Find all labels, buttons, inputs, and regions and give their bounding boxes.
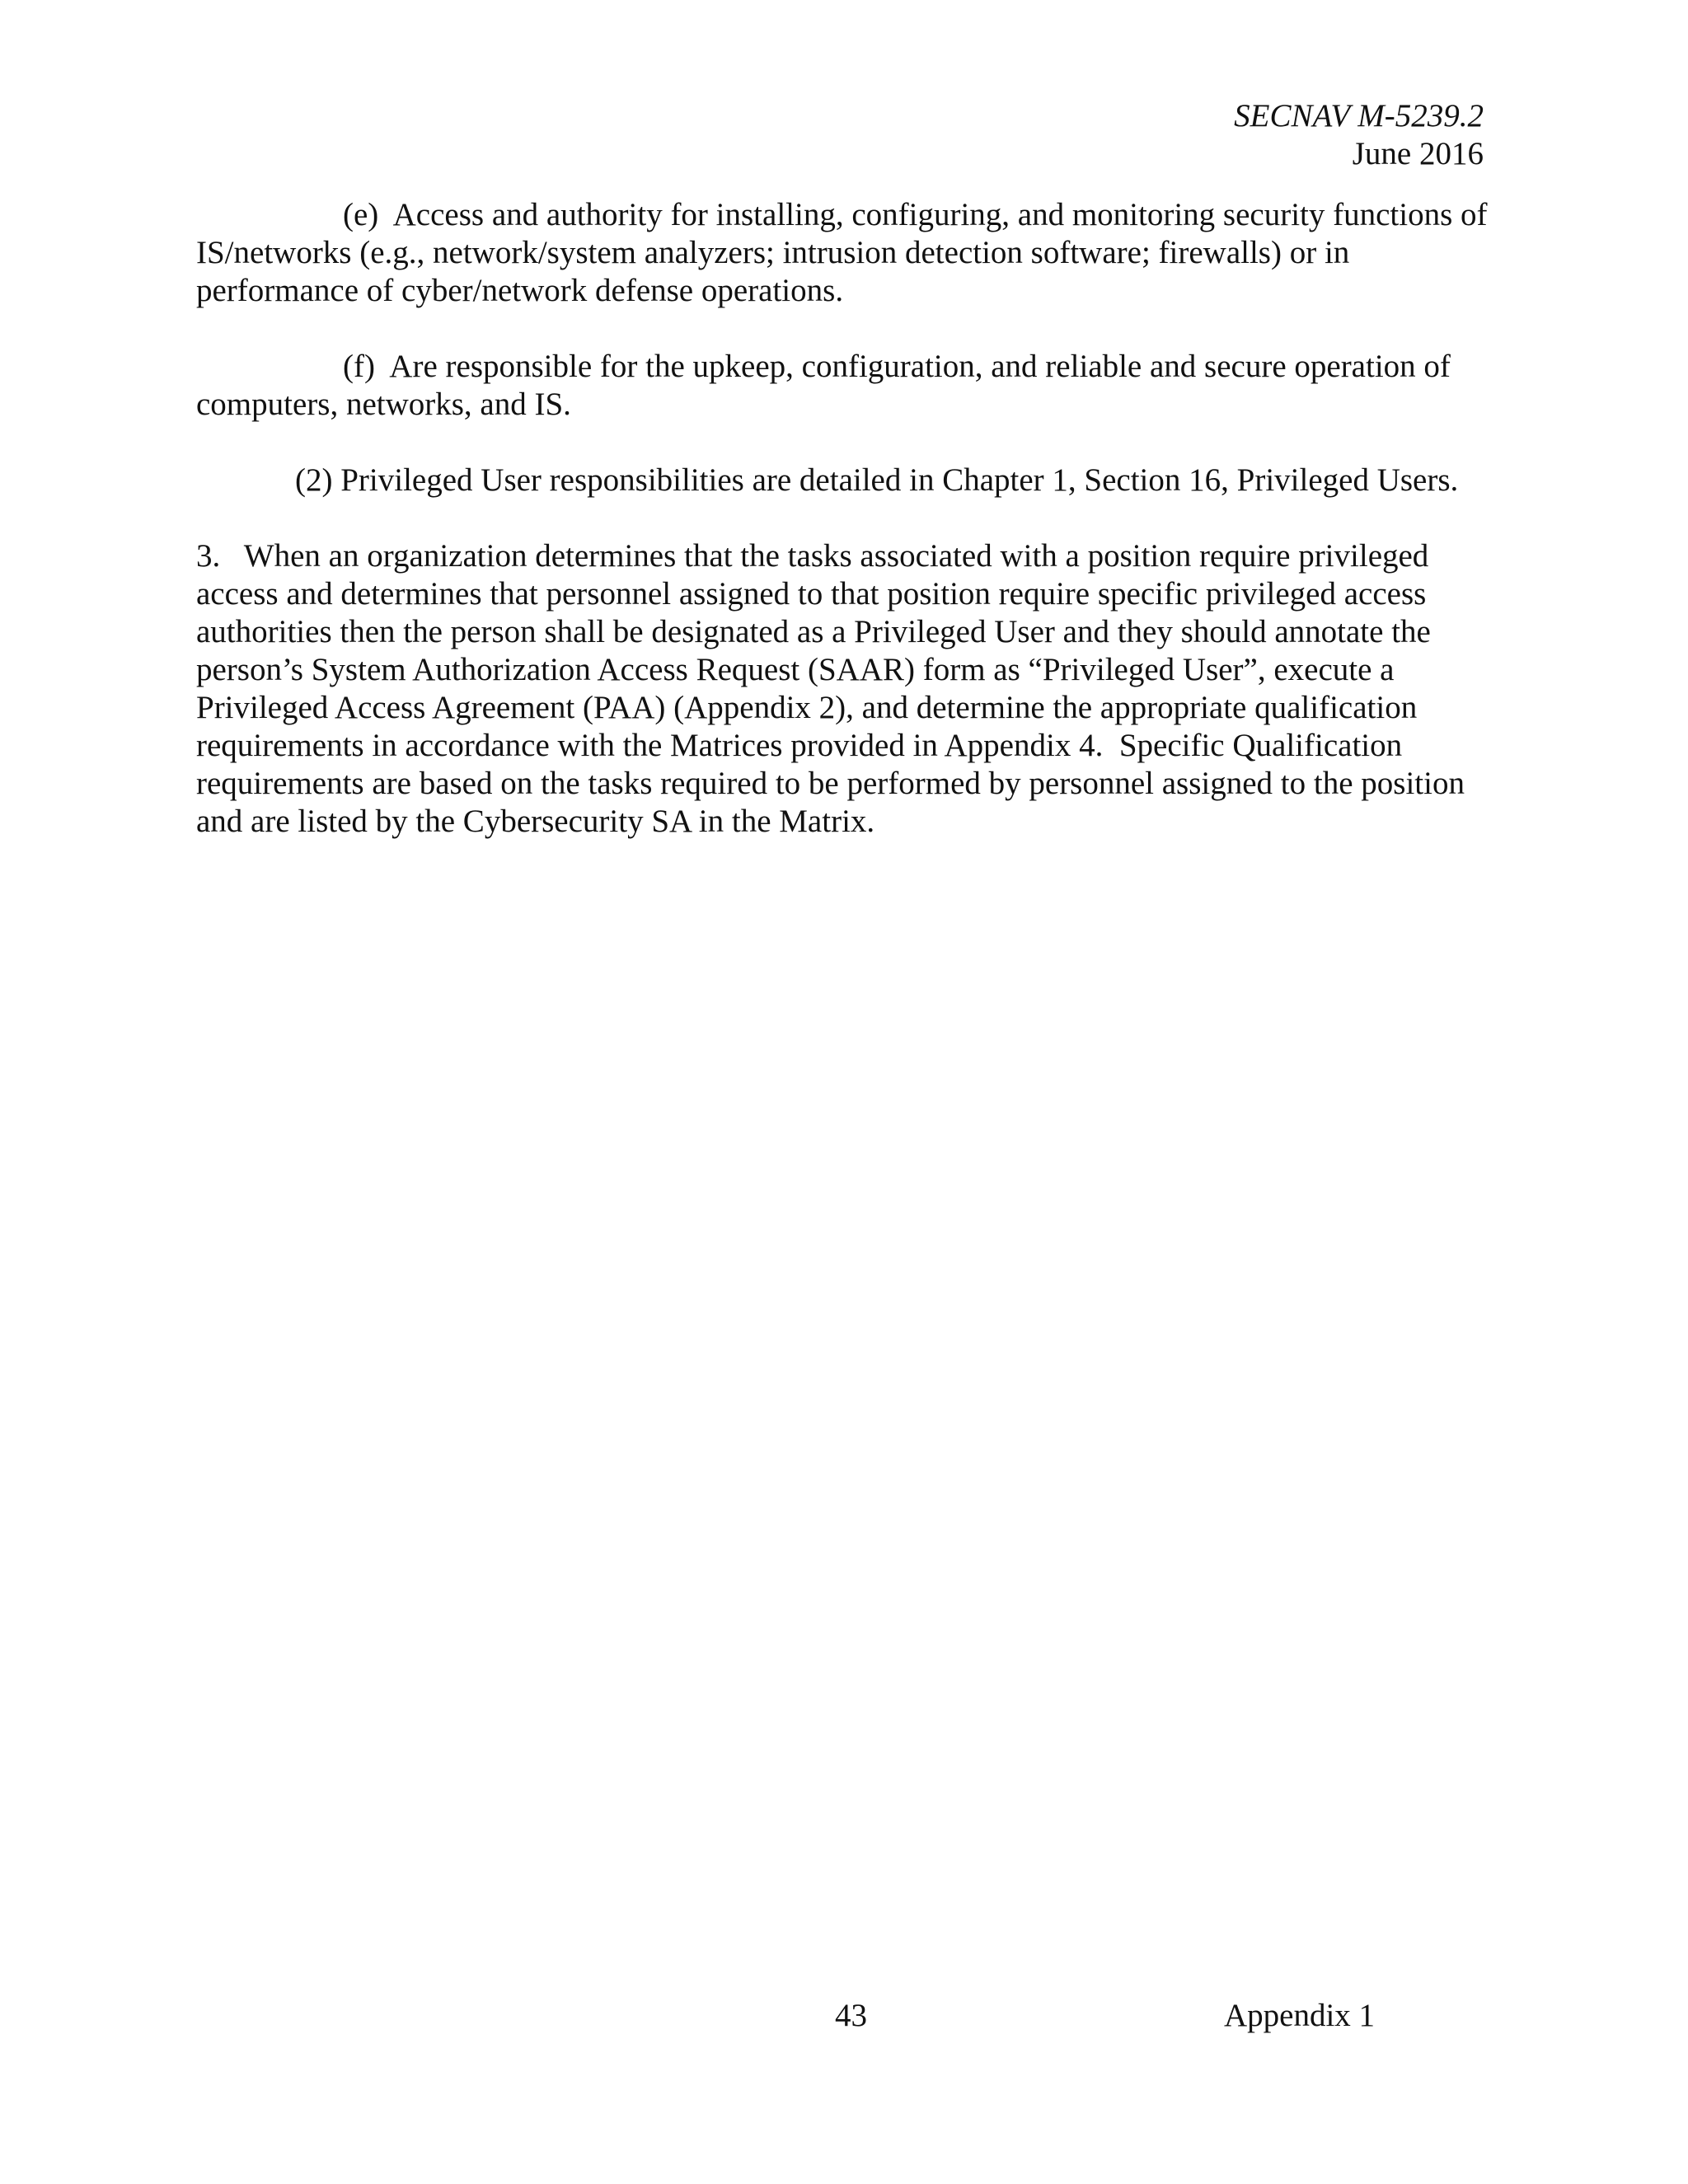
- paragraph-e: (e) Access and authority for installing, configuring, and monitoring security functions of IS/networks (e.g., network/system analyzers; intrusion detection software; firewalls) or in performance of cyber/network defense operations.: [196, 197, 1496, 308]
- paragraph-f: (f) Are responsible for the upkeep, configuration, and reliable and secure operation of computers, networks, and IS.: [196, 349, 1459, 422]
- paragraph-2: (2) Privileged User responsibilities are detailed in Chapter 1, Section 16, Privileged Users.: [295, 462, 1459, 498]
- paragraph-3: 3. When an organization determines that the tasks associated with a position require privileged access and determines that personnel assigned to that position require specific privileged access authorities then the person shall be designated as a Privileged User and they should annotate the person’s System Authorization Access Request (SAAR) form as “Privileged User”, execute a Privileged Access Agreement (PAA) (Appendix 2), and determine the appropriate qualification requirements in accordance with the Matrices provided in Appendix 4. Specific Qualification requirements are based on the tasks required to be performed by personnel assigned to the position and are listed by the Cybersecurity SA in the Matrix.: [196, 538, 1473, 839]
- document-body: [196, 196, 1496, 879]
- appendix-label: Appendix 1: [1224, 1998, 1376, 2033]
- page-header: [1234, 97, 1484, 173]
- page-number: 43: [835, 1998, 867, 2033]
- document-date: June 2016: [1352, 136, 1484, 171]
- document-id: SECNAV M-5239.2: [1234, 98, 1484, 134]
